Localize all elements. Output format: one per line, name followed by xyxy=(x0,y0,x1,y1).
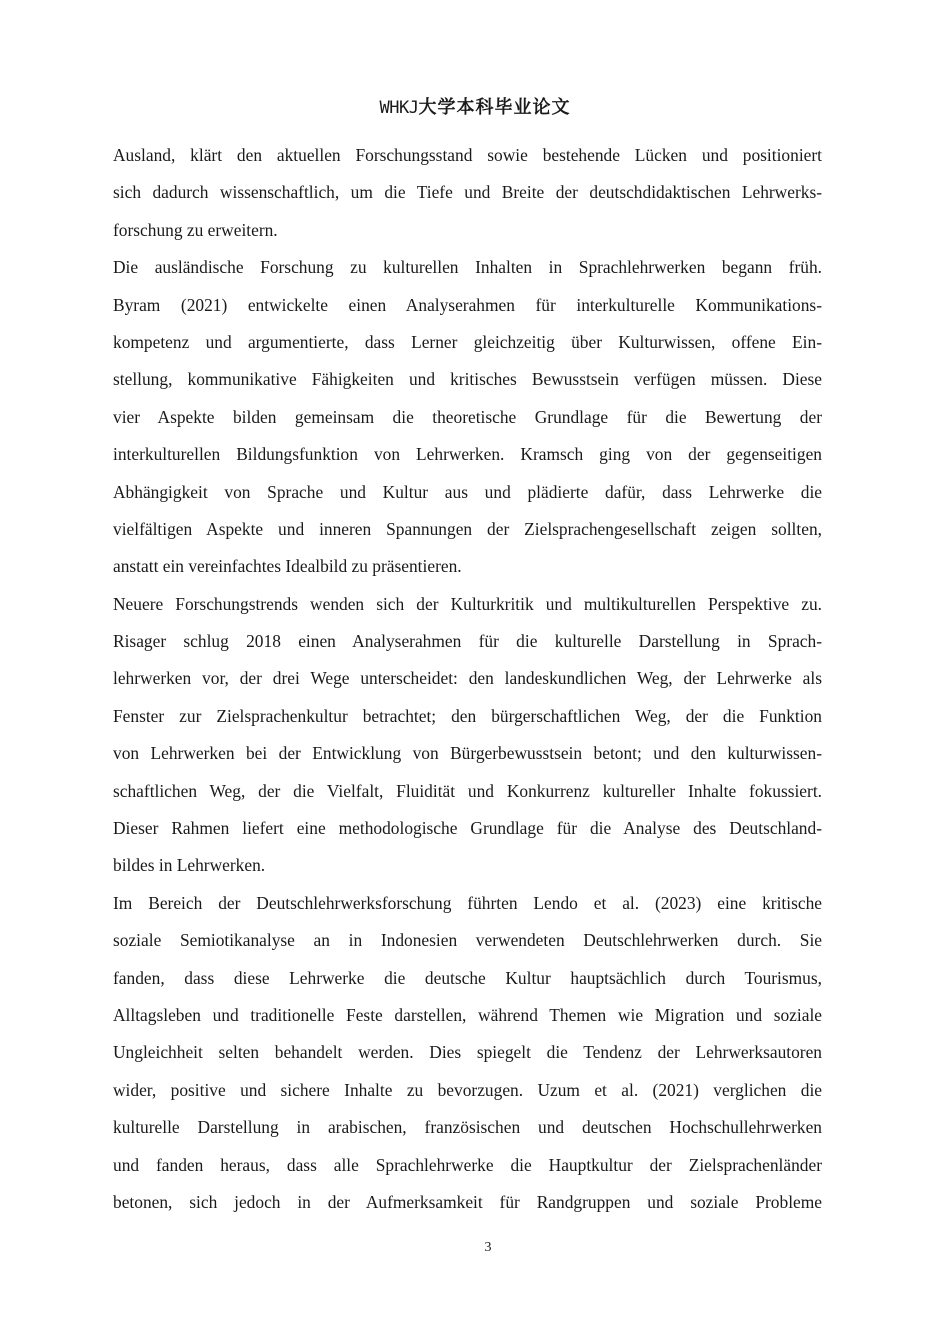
text-line: bildes in Lehrwerken. xyxy=(113,855,266,876)
text-line: soziale Semiotikanalyse an in Indonesien verwendeten Deutschlehrwerken durch. Sie xyxy=(113,930,822,951)
text-line: forschung zu erweitern. xyxy=(113,219,278,240)
text-line: schaftlichen Weg, der die Vielfalt, Fluidität und Konkurrenz kultureller Inhalte fokussiert. xyxy=(113,780,822,801)
text-line: vielfältigen Aspekte und inneren Spannungen der Zielsprachengesellschaft zeigen sollten, xyxy=(113,518,822,539)
text-line: stellung, kommunikative Fähigkeiten und kritisches Bewusstsein verfügen müssen. Diese xyxy=(113,369,822,390)
text-line: Fenster zur Zielsprachenkultur betrachtet; den bürgerschaftlichen Weg, der die Funktion xyxy=(113,705,822,726)
text-line: anstatt ein vereinfachtes Idealbild zu präsentieren. xyxy=(113,556,462,577)
text-line: betonen, sich jedoch in der Aufmerksamkeit für Randgruppen und soziale Probleme xyxy=(113,1191,822,1212)
paragraph xyxy=(113,885,822,1222)
text-line: und fanden heraus, dass alle Sprachlehrwerke die Hauptkultur der Zielsprachenländer xyxy=(113,1154,822,1175)
header-institution: WHKJ xyxy=(379,98,419,118)
page-number: 3 xyxy=(484,1240,492,1255)
text-line: vier Aspekte bilden gemeinsam die theoretische Grundlage für die Bewertung der xyxy=(113,406,822,427)
text-line: Die ausländische Forschung zu kulturellen Inhalten in Sprachlehrwerken begann früh. xyxy=(113,257,822,278)
text-line: kompetenz und argumentierte, dass Lerner gleichzeitig über Kulturwissen, offene Ein- xyxy=(113,331,822,352)
text-line: Im Bereich der Deutschlehrwerksforschung führten Lendo et al. (2023) eine kritische xyxy=(113,892,822,913)
text-line: Abhängigkeit von Sprache und Kultur aus und plädierte dafür, dass Lehrwerke die xyxy=(113,481,822,502)
text-line: sich dadurch wissenschaftlich, um die Tiefe und Breite der deutschdidaktischen Lehrwerks- xyxy=(113,182,822,203)
text-line: Risager schlug 2018 einen Analyserahmen für die kulturelle Darstellung in Sprach- xyxy=(113,631,822,652)
text-line: Dieser Rahmen liefert eine methodologische Grundlage für die Analyse des Deutschland- xyxy=(113,818,822,839)
text-line: kulturelle Darstellung in arabischen, französischen und deutschen Hochschullehrwerken xyxy=(113,1117,822,1138)
text-line: Ungleichheit selten behandelt werden. Dies spiegelt die Tendenz der Lehrwerksautoren xyxy=(113,1042,822,1063)
paragraph xyxy=(113,137,822,249)
text-line: Byram (2021) entwickelte einen Analyserahmen für interkulturelle Kommunikations- xyxy=(113,294,822,315)
paragraph xyxy=(113,249,822,586)
text-line: interkulturellen Bildungsfunktion von Lehrwerken. Kramsch ging von der gegenseitigen xyxy=(113,444,822,465)
paragraph xyxy=(113,586,822,885)
running-header xyxy=(0,93,950,122)
text-line: lehrwerken vor, der drei Wege unterscheidet: den landeskundlichen Weg, der Lehrwerke als xyxy=(113,668,822,689)
text-line: Neuere Forschungstrends wenden sich der Kulturkritik und multikulturellen Perspektive zu. xyxy=(113,593,822,614)
text-line: Alltagsleben und traditionelle Feste darstellen, während Themen wie Migration und soziale xyxy=(113,1004,822,1025)
text-line: Ausland, klärt den aktuellen Forschungsstand sowie bestehende Lücken und positioniert xyxy=(113,145,822,165)
text-line: von Lehrwerken bei der Entwicklung von Bürgerbewusstsein betont; und den kulturwissen- xyxy=(113,743,822,764)
body-text xyxy=(113,137,822,1221)
text-line: wider, positive und sichere Inhalte zu bevorzugen. Uzum et al. (2021) verglichen die xyxy=(113,1079,822,1100)
header-title: 大学本科毕业论文 xyxy=(418,97,571,118)
text-line: fanden, dass diese Lehrwerke die deutsche Kultur hauptsächlich durch Tourismus, xyxy=(113,967,822,988)
